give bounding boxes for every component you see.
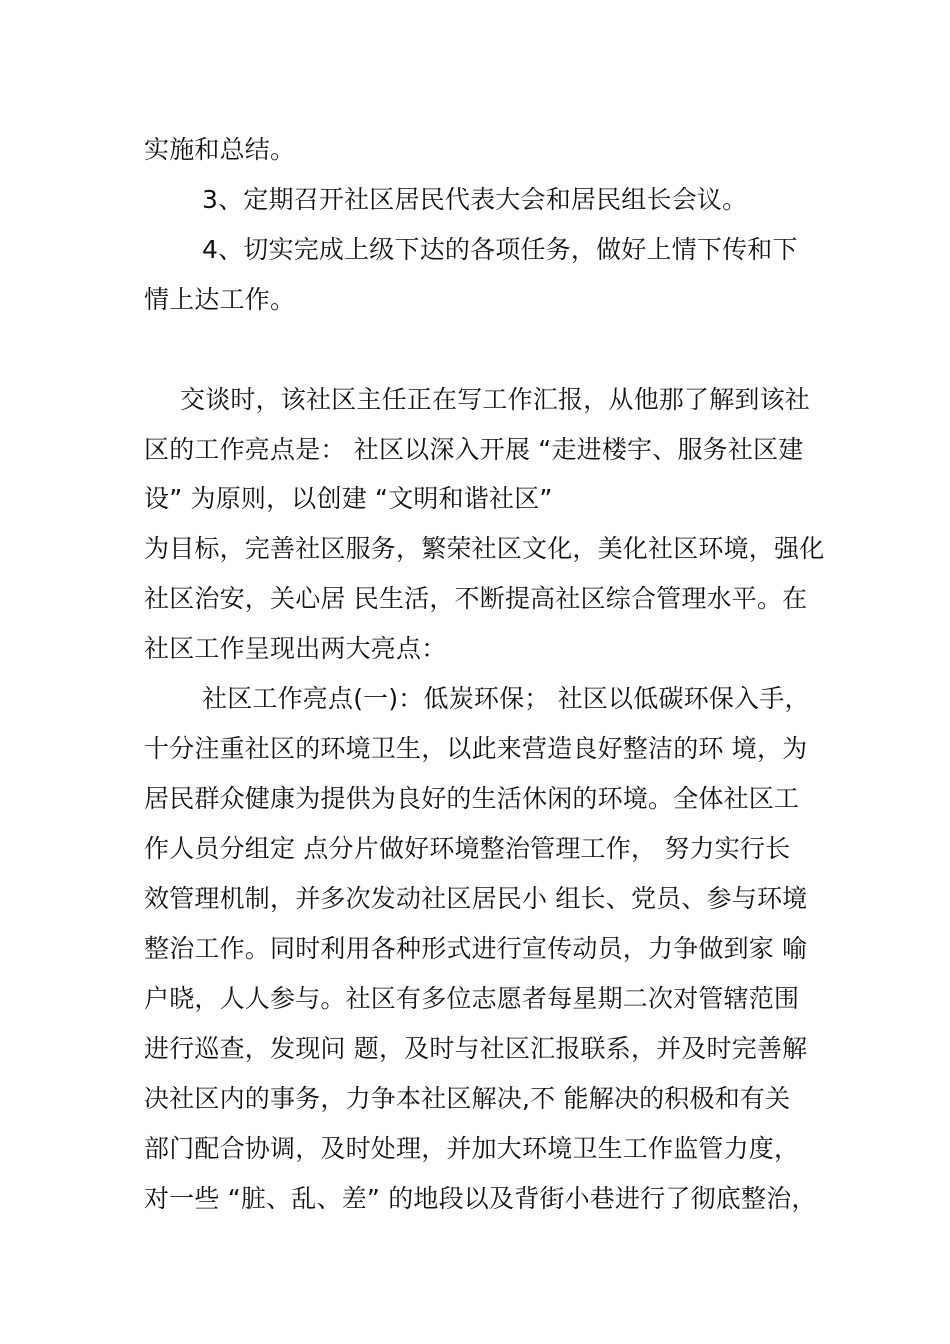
text-line-1: 实施和总结。 bbox=[144, 135, 296, 164]
text-line-9: 社区治安，关心居 民生活，不断提高社区综合管理水平。在 bbox=[144, 584, 808, 613]
text-line-17: 户晓，人人参与。社区有多位志愿者每星期二次对管辖范围 bbox=[144, 984, 800, 1013]
text-line-13: 居民群众健康为提供为良好的生活休闲的环境。全体社区工 bbox=[144, 784, 800, 813]
text-line-16: 整治工作。同时利用各种形式进行宣传动员，力争做到家 喻 bbox=[144, 934, 808, 963]
text-line-14: 作人员分组定 点分片做好环境整治管理工作， 努力实行长 bbox=[144, 834, 791, 863]
text-line-11: 社区工作亮点(一)：低炭环保； 社区以低碳环保入手， bbox=[202, 684, 810, 713]
text-line-19: 决社区内的事务，力争本社区解决,不 能解决的积极和有关 bbox=[144, 1084, 791, 1113]
text-line-10: 社区工作呈现出两大亮点： bbox=[144, 634, 447, 663]
text-line-21: 对一些 “脏、乱、差” 的地段以及背街小巷进行了彻底整治， bbox=[144, 1184, 817, 1213]
text-line-20: 部门配合协调，及时处理，并加大环境卫生工作监管力度， bbox=[144, 1134, 800, 1163]
text-line-2: 3、定期召开社区居民代表大会和居民组长会议。 bbox=[202, 185, 748, 214]
text-line-5: 交谈时，该社区主任正在写工作汇报，从他那了解到该社 bbox=[180, 385, 811, 414]
text-line-15: 效管理机制，并多次发动社区居民小 组长、党员、参与环境 bbox=[144, 884, 808, 913]
text-line-8: 为目标，完善社区服务，繁荣社区文化，美化社区环境，强化 bbox=[144, 534, 825, 563]
text-line-18: 进行巡查，发现问 题，及时与社区汇报联系，并及时完善解 bbox=[144, 1034, 808, 1063]
text-line-6: 区的工作亮点是： 社区以深入开展 “走进楼宇、服务社区建 bbox=[144, 435, 804, 464]
text-line-4: 情上达工作。 bbox=[144, 285, 296, 314]
text-line-3: 4、切实完成上级下达的各项任务，做好上情下传和下 bbox=[202, 235, 798, 264]
text-line-12: 十分注重社区的环境卫生，以此来营造良好整洁的环 境，为 bbox=[144, 734, 808, 763]
text-line-7: 设” 为原则，以创建 “文明和谐社区” bbox=[144, 484, 553, 513]
